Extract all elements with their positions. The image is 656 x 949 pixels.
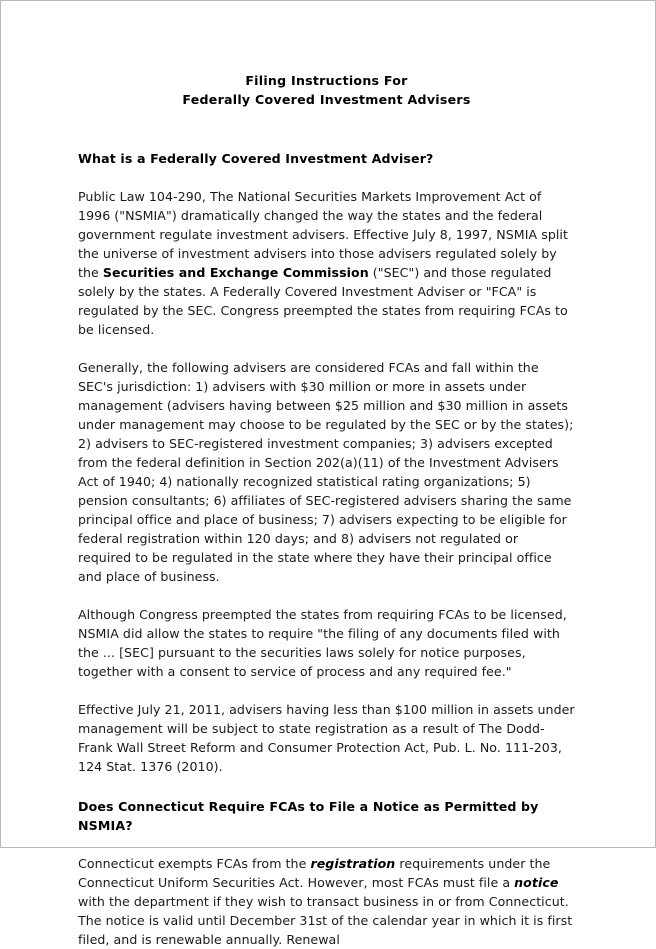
paragraph-notice-filing-allowance: Although Congress preempted the states from requiring FCAs to be licensed, NSMIA did allow the states to require "the filing of any documents filed with the ... [SEC] pursuant to the securities laws solely for notice purposes, together with a consent to service of process and any required fee."	[78, 607, 567, 679]
spacer-paragraph-1-2	[78, 339, 575, 358]
paragraph-1-text-before-bold: Public Law 104-290, The National Securities Markets Improvement Act of 1996 ("NSMIA") dramatically changed the way the states and the federal government regulate investment advisers. Effective July 8, 1997, NSMIA split the universe of investment advisers into those advisers regulated solely by the	[78, 189, 568, 280]
spacer-title-heading	[78, 109, 575, 149]
paragraph-5-emphasis-notice: notice	[514, 875, 559, 890]
paragraph-connecticut-exemption	[78, 854, 575, 949]
paragraph-5-part-3: with the department if they wish to transact business in or from Connecticut. The notice is valid until December 31st of the calendar year in which it is first filed, and is renewable annually. Renewal	[78, 894, 573, 947]
paragraph-dodd-frank: Effective July 21, 2011, advisers having less than $100 million in assets under management will be subject to state registration as a result of The Dodd-Frank Wall Street Reform and Consumer Protection Act, Pub. L. No. 111-203, 124 Stat. 1376 (2010).	[78, 702, 575, 774]
document-body	[78, 71, 575, 949]
paragraph-fca-criteria-list: Generally, the following advisers are considered FCAs and fall within the SEC's jurisdiction: 1) advisers with $30 million or more in assets under management (advisers having between $25 million and $30 million in assets under management may choose to be regulated by the SEC or by the states); 2) advisers to SEC-registered investment companies; 3) advisers excepted from the federal definition in Section 202(a)(11) of the Investment Advisers Act of 1940; 4) nationally recognized statistical rating organizations; 5) pension consultants; 6) affiliates of SEC-registered advisers sharing the same principal office and place of business; 7) advisers expecting to be eligible for federal registration within 120 days; and 8) advisers not regulated or required to be regulated in the state where they have their principal office and place of business.	[78, 360, 574, 584]
document-title	[78, 71, 575, 109]
spacer-heading-2-paragraph-5	[78, 835, 575, 854]
spacer-paragraph-4-heading-2	[78, 776, 575, 797]
document-title-line-1: Filing Instructions For	[245, 73, 408, 88]
spacer-paragraph-3-4	[78, 681, 575, 700]
paragraph-5-part-2: requirements under the Connecticut Uniform Securities Act. However, most FCAs must file a	[78, 856, 551, 890]
paragraph-5-emphasis-registration: registration	[310, 856, 396, 871]
section-heading-what-is-fca: What is a Federally Covered Investment Adviser?	[78, 151, 434, 166]
section-heading-connecticut-notice: Does Connecticut Require FCAs to File a Notice as Permitted by NSMIA?	[78, 799, 539, 833]
spacer-paragraph-2-3	[78, 586, 575, 605]
document-title-line-2: Federally Covered Investment Advisers	[182, 92, 471, 107]
paragraph-1-text-after-bold: ("SEC") and those regulated solely by the states. A Federally Covered Investment Adviser or "FCA" is regulated by the SEC. Congress preempted the states from requiring FCAs to be licensed.	[78, 265, 568, 337]
spacer-heading-paragraph-1	[78, 168, 575, 187]
paragraph-5-part-1: Connecticut exempts FCAs from the	[78, 856, 311, 871]
paragraph-1-bold-sec: Securities and Exchange Commission	[102, 265, 369, 280]
paragraph-definition-nsmia	[78, 187, 575, 339]
